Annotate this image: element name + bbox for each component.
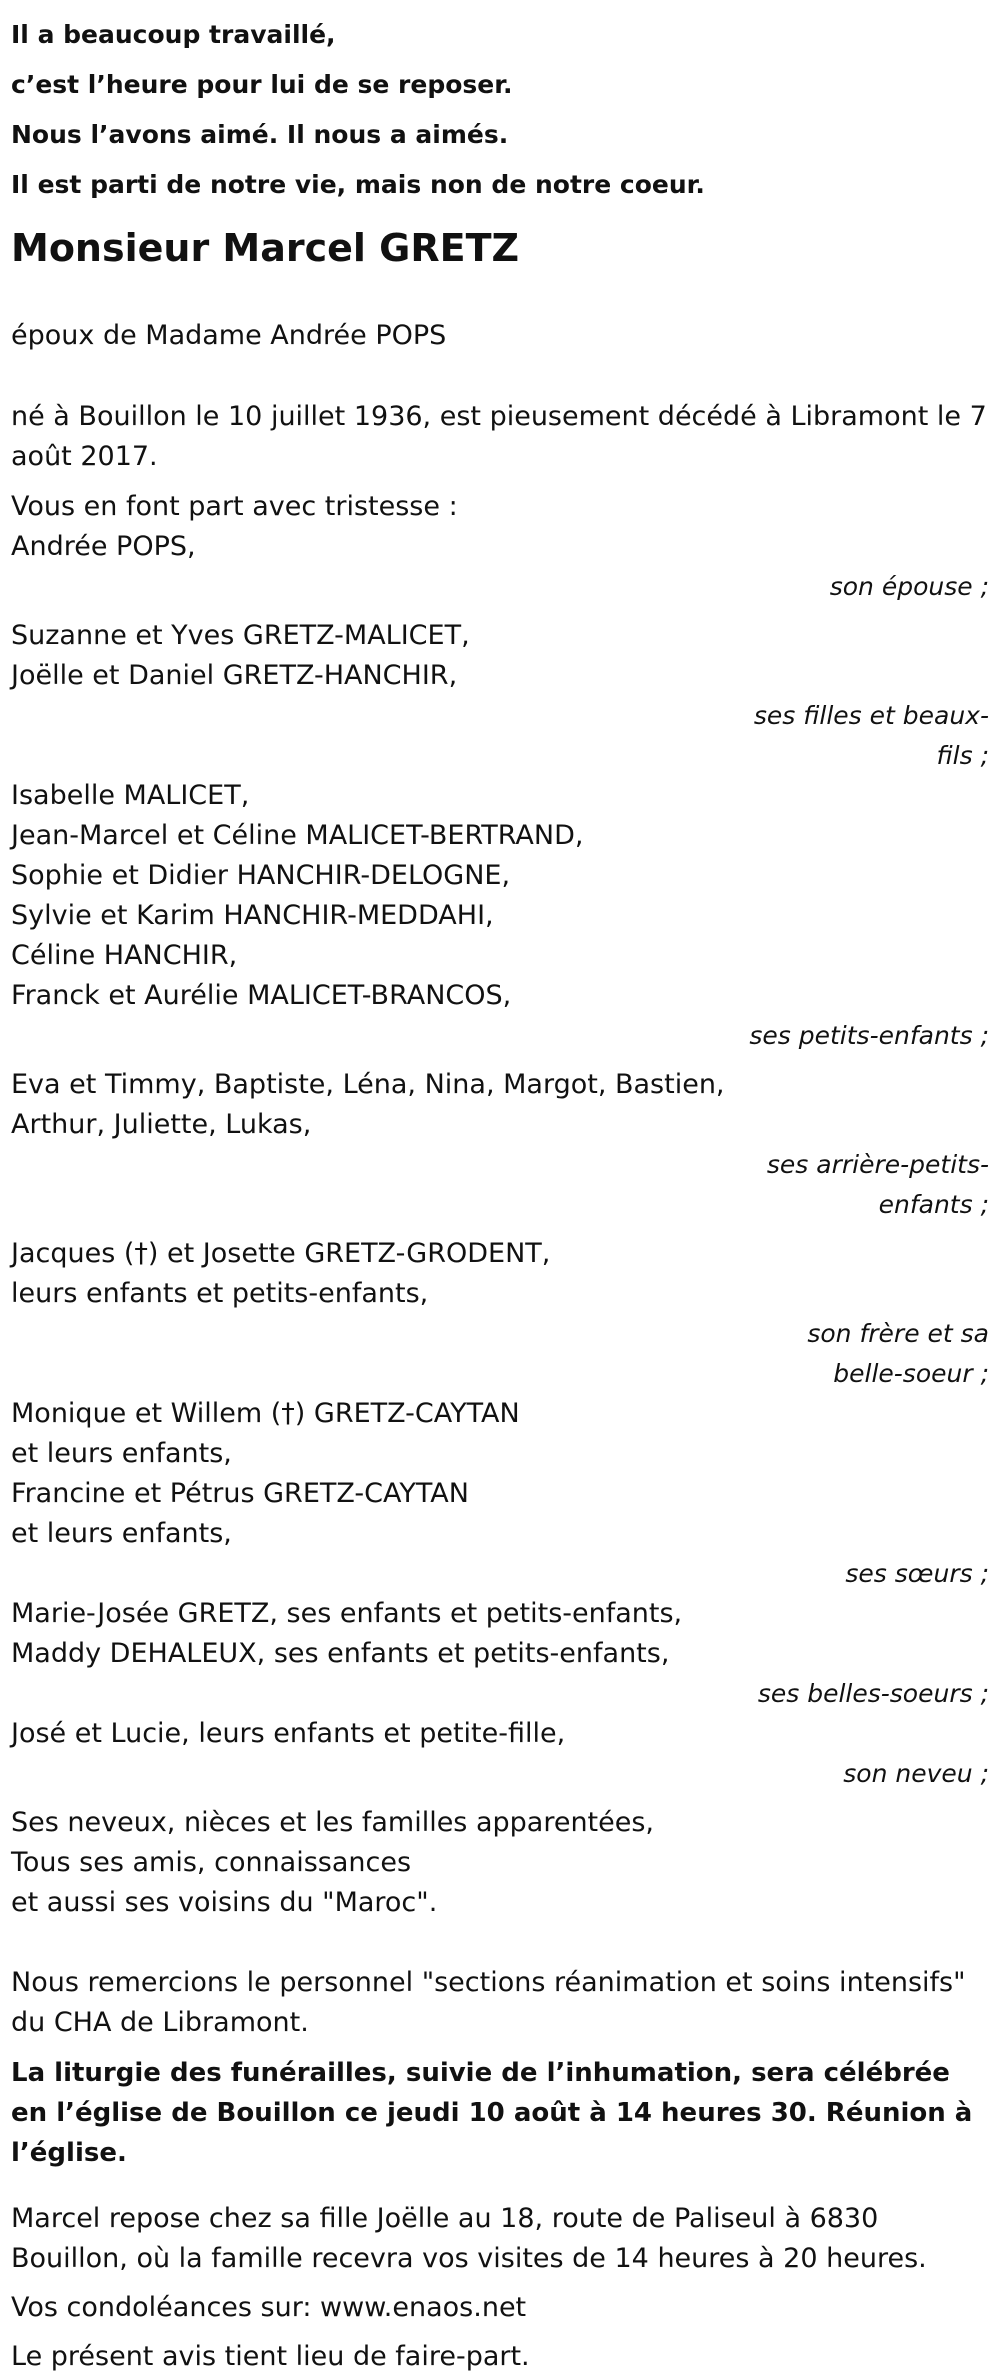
funeral-info: La liturgie des funérailles, suivie de l’inhumation, sera célébrée en l’église de Bouillon ce jeudi 10 août à 14 heures 30. Réunion à l’église. [11,2058,973,2168]
poem [11,10,989,210]
family-name-line: leurs enfants et petits-enfants, [11,1278,429,1309]
family-group-spouse [11,527,989,607]
family-group-great-grandchildren [11,1065,989,1225]
condolences-line: Vos condoléances sur: www.enaos.net [11,2292,527,2323]
family-role: ses petits-enfants ; [749,1021,989,1050]
poem-line: c’est l’heure pour lui de se reposer. [11,70,513,99]
family-name-line: Isabelle MALICET, [11,780,250,811]
family-role: ses belles-soeurs ; [757,1679,989,1708]
family-group-nephew [11,1714,989,1794]
family-group-brother [11,1234,989,1394]
family-name-line: Céline HANCHIR, [11,940,238,971]
spacer [11,1923,989,1963]
family-name-line: Sophie et Didier HANCHIR-DELOGNE, [11,860,511,891]
birth-death-line: né à Bouillon le 10 juillet 1936, est pieusement décédé à Libramont le 7 août 2017. [11,401,987,472]
extended-family-line: Ses neveux, nièces et les familles apparentées, [11,1807,655,1838]
deceased-name: Monsieur Marcel GRETZ [11,226,520,270]
family-role: son frère et sa belle-soeur ; [807,1319,989,1388]
family-name-line: Jean-Marcel et Céline MALICET-BERTRAND, [11,820,584,851]
family-name-line: Joëlle et Daniel GRETZ-HANCHIR, [11,660,458,691]
family-role: ses filles et beaux-fils ; [753,701,989,770]
extended-family-line: Tous ses amis, connaissances [11,1847,412,1878]
family-name-line: Jacques (†) et Josette GRETZ-GRODENT, [11,1238,551,1269]
family-name-line: Francine et Pétrus GRETZ-CAYTAN [11,1478,469,1509]
family-role: ses arrière-petits-enfants ; [766,1150,989,1219]
family-name-line: Maddy DEHALEUX, ses enfants et petits-enfants, [11,1638,670,1669]
notice-line: Le présent avis tient lieu de faire-part. [11,2341,530,2372]
intro-line: Vous en font part avec tristesse : [11,491,458,522]
family-name-line: Suzanne et Yves GRETZ-MALICET, [11,620,470,651]
extended-family-line: et aussi ses voisins du "Maroc". [11,1887,438,1918]
spouse-line: époux de Madame Andrée POPS [11,320,447,351]
family-group-sisters-in-law [11,1594,989,1714]
family-group-grandchildren [11,776,989,1056]
family-name-line: Marie-Josée GRETZ, ses enfants et petits-enfants, [11,1598,683,1629]
family-name-line: José et Lucie, leurs enfants et petite-fille, [11,1718,566,1749]
family-role: son épouse ; [829,572,989,601]
family-name-line: Monique et Willem (†) GRETZ-CAYTAN [11,1398,520,1429]
obituary-notice [0,10,1000,2372]
poem-line: Il a beaucoup travaillé, [11,20,336,49]
family-name-line: Eva et Timmy, Baptiste, Léna, Nina, Margot, Bastien, [11,1069,725,1100]
family-name-line: et leurs enfants, [11,1518,232,1549]
family-group-daughters [11,616,989,776]
family-name-line: et leurs enfants, [11,1438,232,1469]
thanks-paragraph: Nous remercions le personnel "sections réanimation et soins intensifs" du CHA de Libramont. [11,1967,966,2038]
family-name-line: Sylvie et Karim HANCHIR-MEDDAHI, [11,900,494,931]
family-role: ses sœurs ; [845,1559,989,1588]
family-name-line: Andrée POPS, [11,531,196,562]
poem-line: Il est parti de notre vie, mais non de notre coeur. [11,170,705,199]
visitation-info: Marcel repose chez sa fille Joëlle au 18, route de Paliseul à 6830 Bouillon, où la famille recevra vos visites de 14 heures à 20 heures. [11,2203,927,2274]
family-role: son neveu ; [843,1759,989,1788]
extended-family [11,1803,989,1923]
family-name-line: Franck et Aurélie MALICET-BRANCOS, [11,980,512,1011]
family-name-line: Arthur, Juliette, Lukas, [11,1109,312,1140]
family-group-sisters [11,1394,989,1594]
poem-line: Nous l’avons aimé. Il nous a aimés. [11,120,509,149]
